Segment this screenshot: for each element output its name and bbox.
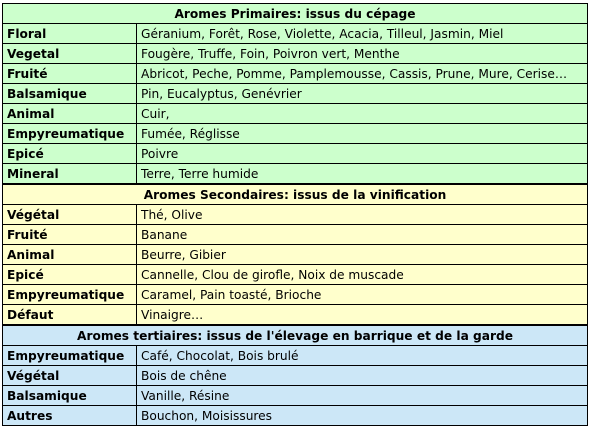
aroma-category: Balsamique (3, 84, 137, 104)
aroma-values: Terre, Terre humide (137, 164, 588, 185)
aroma-category: Floral (3, 24, 137, 44)
table-row (3, 406, 588, 426)
table-row (3, 44, 588, 64)
table-row (3, 265, 588, 285)
table-row (3, 24, 588, 44)
section-header-row (3, 325, 588, 346)
table-row (3, 305, 588, 326)
aroma-category: Animal (3, 104, 137, 124)
table-row (3, 205, 588, 225)
aroma-values: Beurre, Gibier (137, 245, 588, 265)
table-row (3, 124, 588, 144)
section-title-secondary: Aromes Secondaires: issus de la vinification (3, 184, 588, 205)
table-row (3, 104, 588, 124)
aroma-values: Café, Chocolat, Bois brulé (137, 346, 588, 366)
aroma-table (2, 3, 588, 426)
aroma-values: Thé, Olive (137, 205, 588, 225)
aroma-values: Cuir, (137, 104, 588, 124)
aroma-values: Pin, Eucalyptus, Genévrier (137, 84, 588, 104)
aroma-values: Poivre (137, 144, 588, 164)
table-row (3, 144, 588, 164)
aroma-category: Défaut (3, 305, 137, 326)
table-row (3, 164, 588, 185)
aroma-category: Fruité (3, 64, 137, 84)
section-title-tertiary: Aromes tertiaires: issus de l'élevage en barrique et de la garde (3, 325, 588, 346)
aroma-values: Banane (137, 225, 588, 245)
aroma-category: Végétal (3, 205, 137, 225)
section-title-primary: Aromes Primaires: issus du cépage (3, 4, 588, 24)
aroma-category: Empyreumatique (3, 124, 137, 144)
aroma-values: Fumée, Réglisse (137, 124, 588, 144)
section-header-row (3, 4, 588, 24)
aroma-category: Epicé (3, 265, 137, 285)
aroma-category: Autres (3, 406, 137, 426)
table-row (3, 64, 588, 84)
aroma-values: Vanille, Résine (137, 386, 588, 406)
table-row (3, 346, 588, 366)
table-row (3, 84, 588, 104)
table-row (3, 285, 588, 305)
table-row (3, 366, 588, 386)
aroma-category: Animal (3, 245, 137, 265)
table-row (3, 386, 588, 406)
aroma-values: Abricot, Peche, Pomme, Pamplemousse, Cassis, Prune, Mure, Cerise… (137, 64, 588, 84)
aroma-values: Vinaigre… (137, 305, 588, 326)
aroma-values: Fougère, Truffe, Foin, Poivron vert, Menthe (137, 44, 588, 64)
aroma-category: Empyreumatique (3, 285, 137, 305)
aroma-category: Fruité (3, 225, 137, 245)
table-row (3, 245, 588, 265)
aroma-values: Bois de chêne (137, 366, 588, 386)
section-header-row (3, 184, 588, 205)
aroma-category: Végétal (3, 366, 137, 386)
aroma-category: Epicé (3, 144, 137, 164)
aroma-category: Empyreumatique (3, 346, 137, 366)
aroma-values: Cannelle, Clou de girofle, Noix de muscade (137, 265, 588, 285)
aroma-category: Mineral (3, 164, 137, 185)
aroma-category: Balsamique (3, 386, 137, 406)
aroma-values: Bouchon, Moisissures (137, 406, 588, 426)
table-row (3, 225, 588, 245)
aroma-category: Vegetal (3, 44, 137, 64)
aroma-values: Caramel, Pain toasté, Brioche (137, 285, 588, 305)
aroma-values: Géranium, Forêt, Rose, Violette, Acacia, Tilleul, Jasmin, Miel (137, 24, 588, 44)
